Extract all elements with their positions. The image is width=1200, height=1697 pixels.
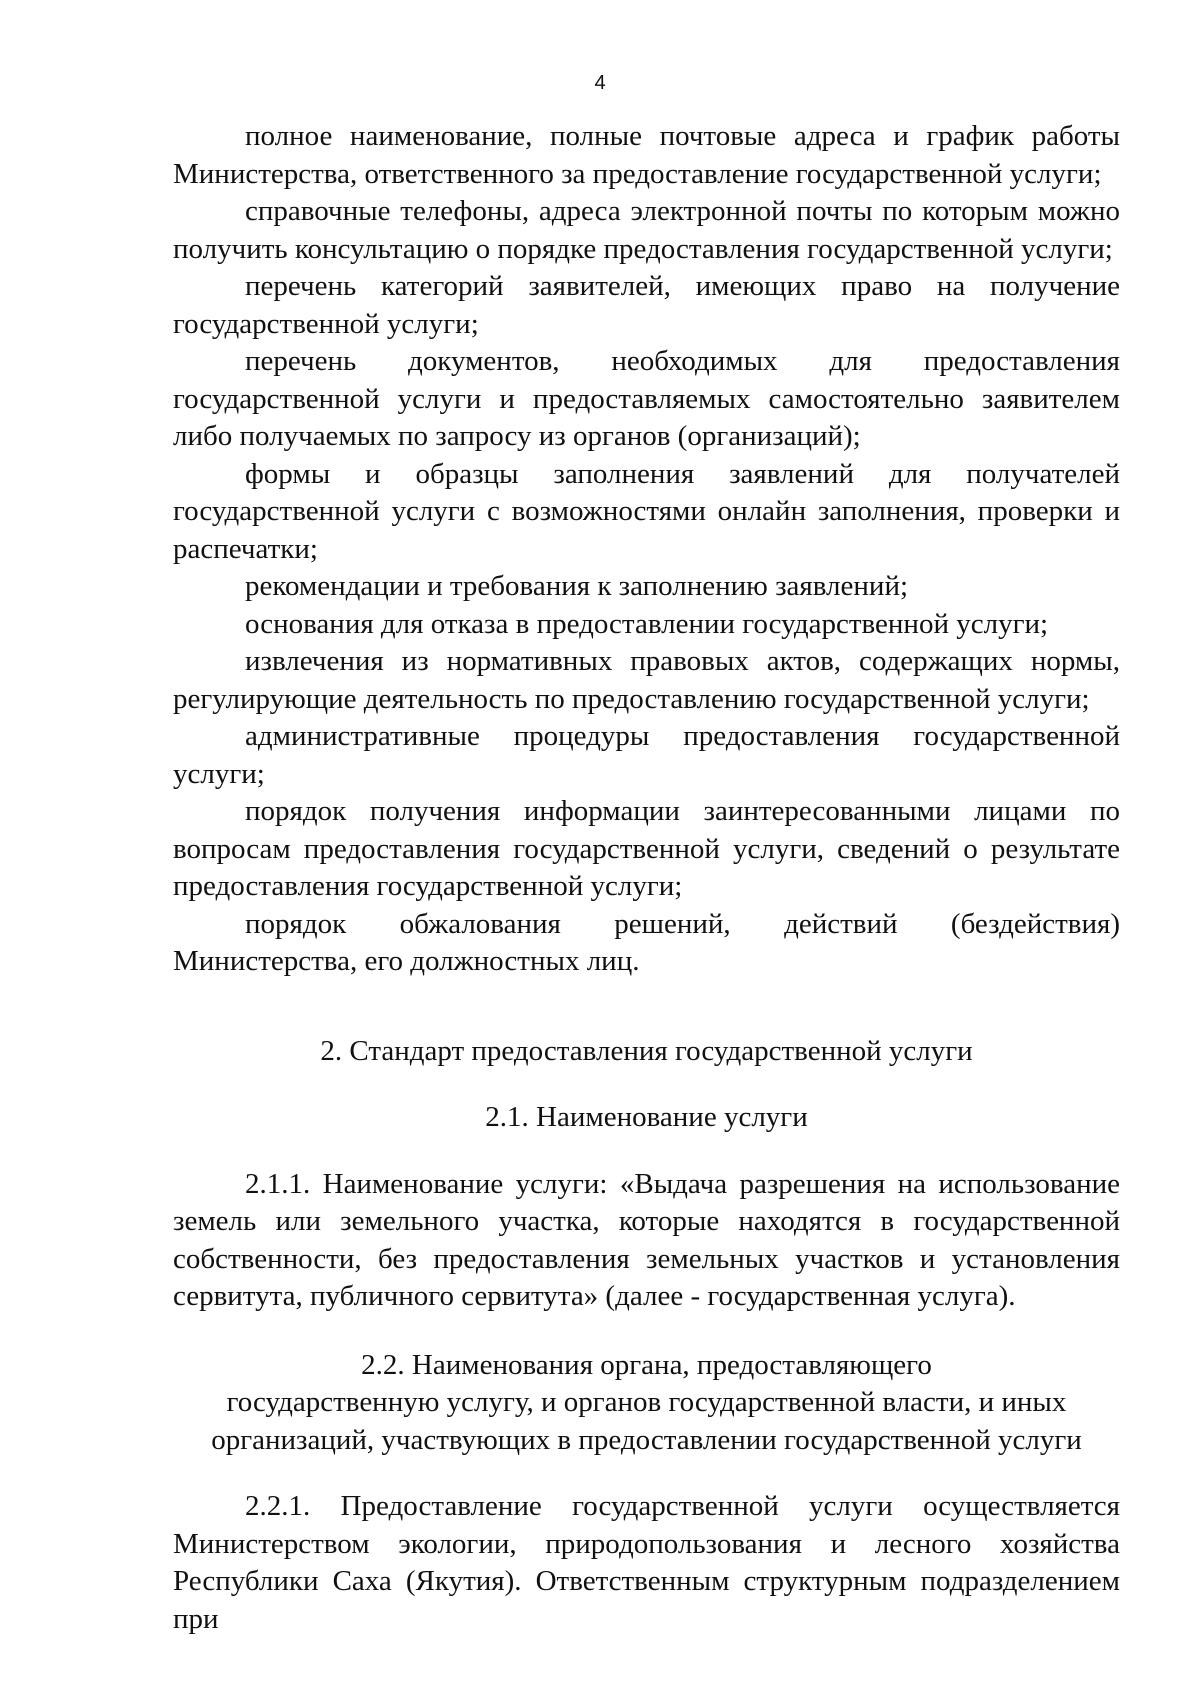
list-item: основания для отказа в предоставлении государственной услуги; (245, 607, 1049, 640)
section-2-1-heading: 2.1. Наименование услуги (485, 1101, 808, 1133)
list-item: справочные телефоны, адреса электронной почты по которым можно получить консультацию о порядке предоставления государственной услуги; (173, 195, 1120, 265)
paragraph-2-1-1: 2.1.1. Наименование услуги: «Выдача разрешения на использование земель или земельного участка, которые находятся в государственной собственности, без предоставления земельных участков и установления сервитута, публичного сервитута» (далее - государственная услуга). (173, 1167, 1120, 1312)
paragraph-2-2-1: 2.2.1. Предоставление государственной услуги осуществляется Министерством экологии, природопользования и лесного хозяйства Республики Саха (Якутия). Ответственным структурным подразделением при (173, 1490, 1120, 1635)
list-item: порядок обжалования решений, действий (бездействия) Министерства, его должностных лиц. (173, 907, 1120, 977)
section-2-2-heading (173, 1347, 1120, 1460)
section-2-2-heading-line: организаций, участвующих в предоставлении государственной услуги (211, 1423, 1082, 1456)
document-body (173, 118, 1120, 1638)
list-item: перечень документов, необходимых для предоставления государственной услуги и предоставляемых самостоятельно заявителем либо получаемых по запросу из органов (организаций); (173, 345, 1120, 452)
list-item: извлечения из нормативных правовых актов, содержащих нормы, регулирующие деятельность по предоставлению государственной услуги; (173, 645, 1120, 715)
list-item: перечень категорий заявителей, имеющих право на получение государственной услуги; (173, 270, 1120, 340)
list-item: полное наименование, полные почтовые адреса и график работы Министерства, ответственного за предоставление государственной услуги; (173, 120, 1120, 190)
list-item: порядок получения информации заинтересованными лицами по вопросам предоставления государственной услуги, сведений о результате предоставления государственной услуги; (173, 795, 1120, 902)
section-2-2-heading-line: государственную услугу, и органов государственной власти, и иных (226, 1386, 1067, 1418)
section-2-heading: 2. Стандарт предоставления государственной услуги (320, 1034, 973, 1067)
list-item: административные процедуры предоставления государственной услуги; (173, 720, 1120, 790)
list-item: рекомендации и требования к заполнению заявлений; (245, 570, 909, 602)
list-item: формы и образцы заполнения заявлений для получателей государственной услуги с возможностями онлайн заполнения, проверки и распечатки; (173, 457, 1120, 565)
section-2-2-heading-line: 2.2. Наименования органа, предоставляющего (361, 1348, 932, 1381)
page-number: 4 (594, 72, 606, 94)
